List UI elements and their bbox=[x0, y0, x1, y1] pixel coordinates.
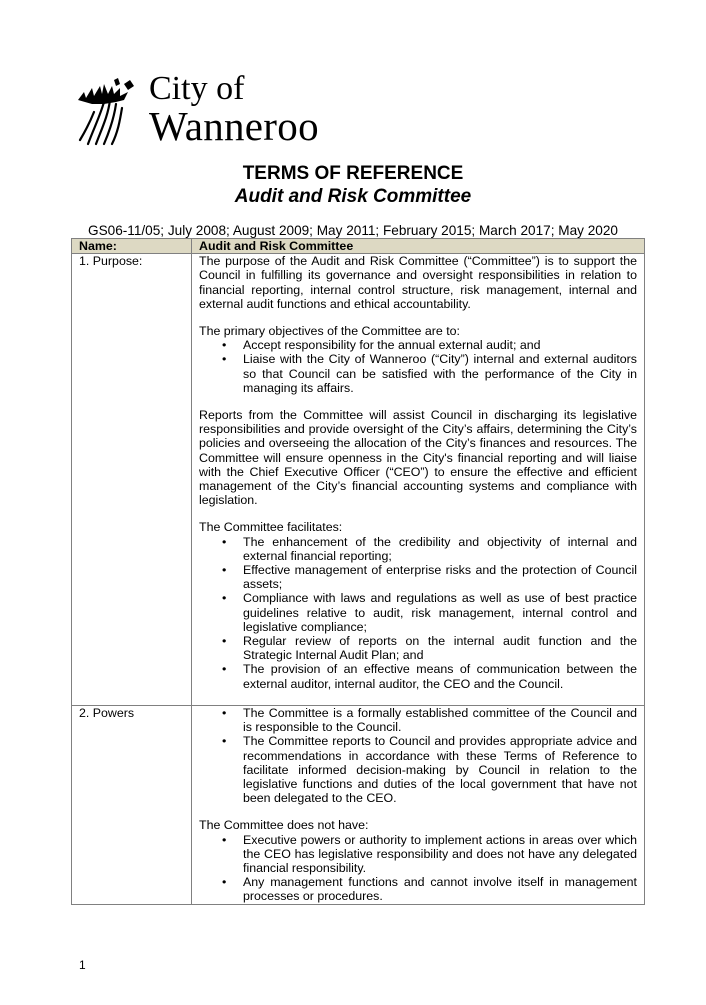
purpose-intro: The purpose of the Audit and Risk Committee (“Committee”) is to support the Council in fulfilling its governance and oversight responsibilities in relation to financial reporting, internal control structure, risk management, internal and external audit functions and ethical accountability. bbox=[199, 254, 637, 311]
list-item: • Executive powers or authority to implement actions in areas over which the CEO has legislative responsibility and does not have any delegated financial responsibility. bbox=[243, 833, 637, 876]
list-item: • Regular review of reports on the internal audit function and the Strategic Internal Audit Plan; and bbox=[243, 634, 637, 662]
title-sub: Audit and Risk Committee bbox=[234, 186, 472, 207]
purpose-content bbox=[192, 254, 645, 706]
facilitates-intro: The Committee facilitates: bbox=[199, 520, 343, 535]
purpose-row bbox=[72, 254, 645, 706]
not-have-intro: The Committee does not have: bbox=[199, 818, 369, 833]
city-logo bbox=[74, 70, 334, 150]
kangaroo-paw-icon bbox=[74, 78, 146, 148]
not-have-list bbox=[199, 833, 637, 904]
reference-line: GS06-11/05; July 2008; August 2009; May 2011; February 2015; March 2017; May 2020 bbox=[88, 223, 618, 238]
list-item: • The Committee reports to Council and provides appropriate advice and recommendations in accordance with these Terms of Reference to facilitate informed decision-making by Council in relation to the legislative functions and duties of the local government that have not been delegated to the CEO. bbox=[243, 734, 637, 805]
list-item: • Liaise with the City of Wanneroo (“City”) internal and external auditors so that Council can be satisfied with the performance of the City in managing its affairs. bbox=[243, 352, 637, 395]
header-value: Audit and Risk Committee bbox=[192, 239, 645, 254]
objectives-list bbox=[199, 338, 637, 395]
reports-paragraph: Reports from the Committee will assist Council in discharging its legislative responsibilities and provide oversight of the City’s affairs, determining the City’s policies and overseeing the allocation of the City’s finances and resources. The Committee will ensure openness in the City's financial reporting and will liaise with the Chief Executive Officer (“CEO”) to ensure the effective and efficient management of the City’s financial accounting systems and compliance with legislation. bbox=[199, 408, 637, 508]
page-number: 1 bbox=[79, 958, 86, 972]
table-header-row bbox=[72, 239, 645, 254]
header-label: Name: bbox=[72, 239, 192, 254]
powers-row bbox=[72, 705, 645, 904]
list-item: • Effective management of enterprise risks and the protection of Council assets; bbox=[243, 563, 637, 591]
list-item: • Compliance with laws and regulations as well as use of best practice guidelines relative to audit, risk management, internal control and legislative compliance; bbox=[243, 591, 637, 634]
powers-list bbox=[199, 706, 637, 805]
list-item: • Accept responsibility for the annual external audit; and bbox=[243, 338, 637, 352]
objectives-intro: The primary objectives of the Committee are to: bbox=[199, 324, 460, 339]
powers-label: 2. Powers bbox=[72, 705, 192, 904]
list-item: • Any management functions and cannot involve itself in management processes or procedures. bbox=[243, 875, 637, 903]
list-item: • The enhancement of the credibility and objectivity of internal and external financial reporting; bbox=[243, 535, 637, 563]
list-item: • The Committee is a formally established committee of the Council and is responsible to the Council. bbox=[243, 706, 637, 734]
purpose-label: 1. Purpose: bbox=[72, 254, 192, 706]
powers-content bbox=[192, 705, 645, 904]
terms-table bbox=[71, 238, 645, 905]
facilitates-list bbox=[199, 535, 637, 691]
logo-line-city: City of bbox=[149, 70, 245, 107]
list-item: • The provision of an effective means of communication between the external auditor, internal auditor, the CEO and the Council. bbox=[243, 662, 637, 690]
title-main: TERMS OF REFERENCE bbox=[242, 163, 464, 184]
logo-line-wanneroo: Wanneroo bbox=[149, 103, 319, 149]
